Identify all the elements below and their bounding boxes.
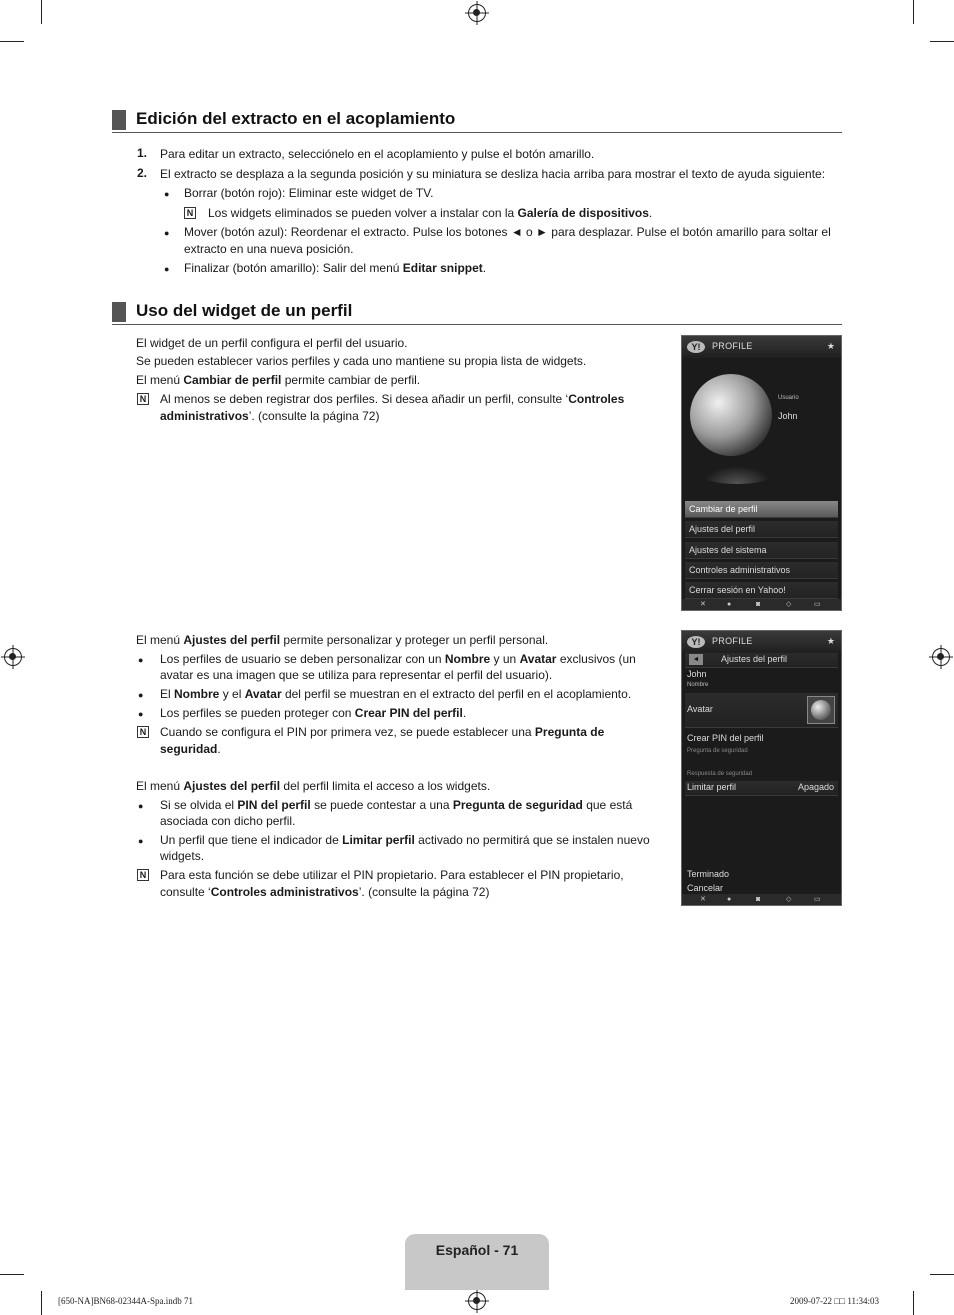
bullet-text: Finalizar (botón amarillo): Salir del menú Editar snippet. (184, 261, 487, 275)
close-icon: ✕ (700, 896, 706, 903)
tv-footer (682, 599, 841, 610)
menu-item-ajustes-sistema[interactable]: Ajustes del sistema (685, 542, 838, 559)
user-name: John (778, 411, 798, 421)
page-number: Español - 71 (435, 1242, 519, 1258)
circle-icon: ● (727, 601, 732, 608)
crop-mark (913, 0, 914, 24)
heading-bar (112, 110, 126, 130)
back-arrow-icon[interactable]: ◄ (689, 654, 703, 665)
step-number: 2. (137, 166, 148, 180)
tv-header (682, 631, 841, 653)
step-number: 1. (137, 146, 148, 160)
limit-row[interactable] (685, 781, 838, 796)
bullet-icon: ● (138, 690, 144, 700)
menu-item-controles[interactable]: Controles administrativos (685, 562, 838, 579)
avatar-row[interactable] (685, 693, 838, 728)
print-slug-right: 2009-07-22 □□ 11:34:03 (790, 1296, 880, 1306)
section-title: Edición del extracto en el acoplamiento (136, 109, 456, 128)
home-icon: ★ (826, 341, 835, 351)
cancel-button[interactable]: Cancelar (687, 883, 724, 893)
bullet-icon: ● (138, 709, 144, 719)
bullet-icon: ● (164, 189, 170, 199)
bullet-text: Mover (botón azul): Reordenar el extracto. Pulse los botones ◄ o ► para desplazar. Pulse el botón amarillo para soltar el (184, 225, 831, 239)
settings-icon: ◙ (756, 896, 761, 903)
bullet-icon: ● (138, 836, 144, 846)
crop-mark (41, 1291, 42, 1315)
bullet-icon: ● (164, 264, 170, 274)
tv-profile-settings-screen (681, 630, 842, 906)
menu-item-ajustes-perfil[interactable]: Ajustes del perfil (685, 521, 838, 538)
diamond-icon: ◇ (786, 601, 792, 608)
step-2-text: El extracto se desplaza a la segunda posición y su miniatura se desliza hacia arriba para mostrar el texto de ayuda siguiente: (160, 167, 826, 181)
note-text: Cuando se configura el PIN por primera vez, se puede establecer una Pregunta de (160, 725, 605, 739)
registration-mark-icon (4, 648, 22, 666)
menu-item-cerrar-sesion[interactable]: Cerrar sesión en Yahoo! (685, 582, 838, 599)
note-text: consulte ‘Controles administrativos’. (consulte la página 72) (160, 885, 490, 899)
limit-label: Limitar perfil (687, 782, 737, 792)
globe-avatar-icon (811, 700, 831, 720)
tv-footer (682, 894, 841, 905)
note-text: administrativos’. (consulte la página 72) (160, 409, 380, 423)
note-icon: N (137, 869, 149, 881)
note-icon: N (184, 207, 196, 219)
section-heading-perfil (112, 302, 842, 325)
paragraph: El menú Ajustes del perfil del perfil limita el acceso a los widgets. (136, 779, 491, 793)
yahoo-logo-icon: Y! (687, 636, 705, 648)
avatar-thumb[interactable] (807, 696, 835, 724)
paragraph: El menú Ajustes del perfil permite personalizar y proteger un perfil personal. (136, 633, 549, 647)
exit-icon: ▭ (814, 601, 821, 608)
close-icon: ✕ (700, 601, 706, 608)
crop-mark (930, 1274, 954, 1275)
bullet-icon: ● (164, 228, 170, 238)
section-title: Uso del widget de un perfil (136, 301, 353, 320)
answer-label[interactable]: Respuesta de seguridad (687, 771, 753, 777)
tv-header-title: PROFILE (712, 341, 753, 351)
bullet-text: widgets. (160, 849, 205, 863)
paragraph: El menú Cambiar de perfil permite cambiar de perfil. (136, 373, 421, 387)
home-icon: ★ (826, 636, 835, 646)
section-heading-edicion (112, 110, 842, 133)
bullet-text: avatar es una imagen que se utiliza para representar el perfil del usuario). (160, 668, 553, 682)
name-value[interactable]: John (687, 669, 707, 679)
avatar-label: Avatar (687, 704, 713, 714)
circle-icon: ● (727, 896, 732, 903)
crop-mark (930, 41, 954, 42)
heading-bar (112, 302, 126, 322)
menu-item-cambiar-perfil[interactable]: Cambiar de perfil (685, 501, 838, 518)
note-icon: N (137, 726, 149, 738)
globe-reflection (702, 466, 772, 484)
settings-icon: ◙ (756, 601, 761, 608)
bullet-text: Borrar (botón rojo): Eliminar este widget de TV. (184, 186, 434, 200)
bullet-icon: ● (138, 655, 144, 665)
note-text: seguridad. (160, 742, 221, 756)
bullet-text: asociada con dicho perfil. (160, 814, 296, 828)
print-slug-left: [650-NA]BN68-02344A-Spa.indb 71 (58, 1296, 193, 1306)
subheader-row (685, 653, 838, 668)
note-text: Al menos se deben registrar dos perfiles. Si desea añadir un perfil, consulte ‘Controles (160, 392, 625, 406)
yahoo-logo-icon: Y! (687, 341, 705, 353)
note-text: Los widgets eliminados se pueden volver a instalar con la Galería de dispositivos. (208, 206, 653, 220)
bullet-text: Los perfiles se pueden proteger con Crear PIN del perfil. (160, 706, 467, 720)
tv-header-title: PROFILE (712, 636, 753, 646)
subheader-title: Ajustes del perfil (721, 654, 788, 664)
tv-profile-screen (681, 335, 842, 611)
exit-icon: ▭ (814, 896, 821, 903)
pin-label[interactable]: Crear PIN del perfil (687, 733, 764, 743)
note-text: Para esta función se debe utilizar el PIN propietario. Para establecer el PIN propietario, (160, 868, 624, 882)
bullet-icon: ● (138, 801, 144, 811)
done-button[interactable]: Terminado (687, 869, 730, 879)
tv-header (682, 336, 841, 358)
registration-mark-icon (468, 4, 486, 22)
paragraph: El widget de un perfil configura el perfil del usuario. (136, 336, 408, 350)
name-label: Nombre (687, 682, 709, 688)
question-label[interactable]: Pregunta de seguridad (687, 748, 748, 754)
user-label: Usuario (778, 395, 799, 401)
step-1-text: Para editar un extracto, selecciónelo en el acoplamiento y pulse el botón amarillo. (160, 147, 595, 161)
paragraph: Se pueden establecer varios perfiles y cada uno mantiene su propia lista de widgets. (136, 354, 587, 368)
crop-mark (41, 0, 42, 24)
limit-value: Apagado (797, 782, 834, 792)
bullet-text: Si se olvida el PIN del perfil se puede contestar a una Pregunta de seguridad que está (160, 798, 633, 812)
diamond-icon: ◇ (786, 896, 792, 903)
bullet-text: Los perfiles de usuario se deben personalizar con un Nombre y un Avatar exclusivos (un (160, 652, 636, 666)
bullet-text: Un perfil que tiene el indicador de Limitar perfil activado no permitirá que se instalen nuevo (160, 833, 650, 847)
note-icon: N (137, 393, 149, 405)
registration-mark-icon (932, 648, 950, 666)
globe-avatar-icon (690, 374, 772, 456)
crop-mark (913, 1291, 914, 1315)
registration-mark-icon (468, 1292, 486, 1310)
bullet-text: extracto en una nueva posición. (184, 242, 354, 256)
bullet-text: El Nombre y el Avatar del perfil se muestran en el extracto del perfil en el acoplamiento. (160, 687, 632, 701)
crop-mark (0, 1274, 24, 1275)
page-number-tab (405, 1234, 549, 1290)
crop-mark (0, 41, 24, 42)
